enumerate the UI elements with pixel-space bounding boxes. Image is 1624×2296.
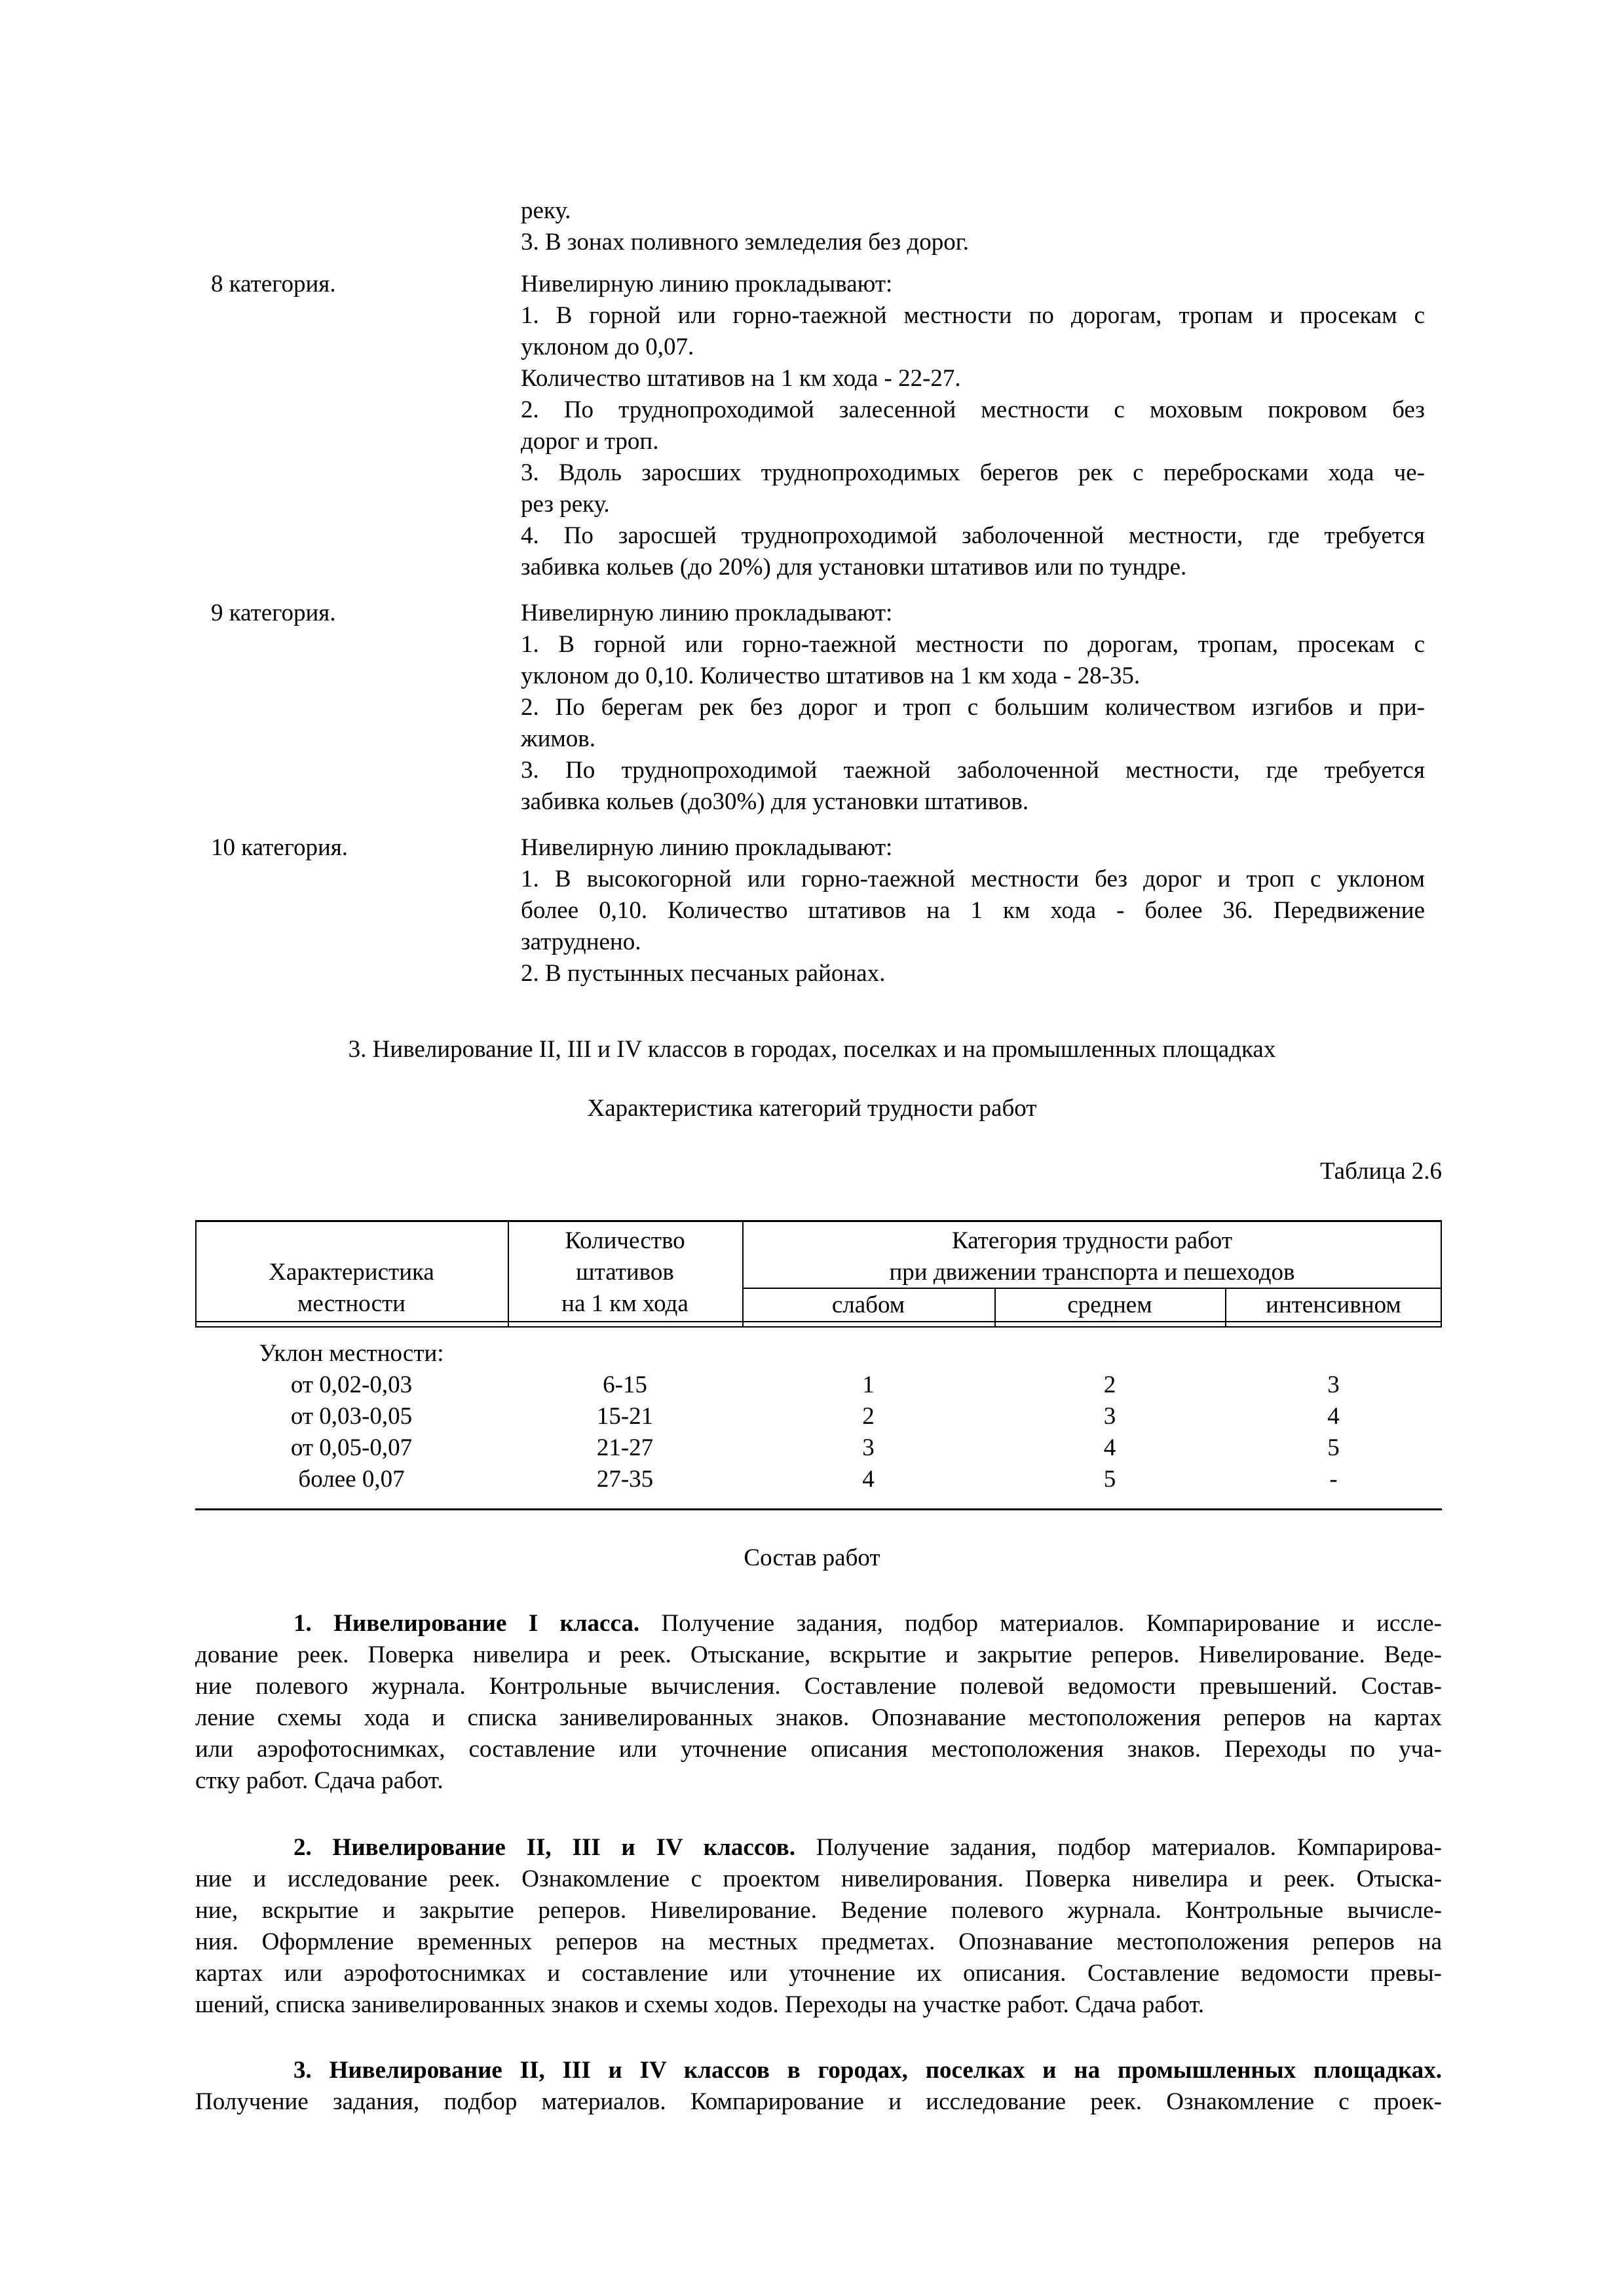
section-label: Уклон местности: [259, 1340, 444, 1367]
text-line: 2. По берегам рек без дорог и троп с большим количеством изгибов и при- [521, 694, 1425, 721]
category-description [521, 832, 1425, 989]
text-line: 3. По труднопроходимой таежной заболоченной местности, где требуется [521, 757, 1425, 784]
header-sub-low: слабом [831, 1292, 905, 1318]
header-text: Категория трудности работ [952, 1227, 1232, 1254]
cell-category: 1 [862, 1371, 875, 1398]
paragraph-text: Получение задания, подбор материалов. Компарирование и иссле- [639, 1610, 1442, 1637]
cell-slope: от 0,02-0,03 [290, 1371, 413, 1398]
header-text: на 1 км хода [561, 1290, 689, 1317]
category-label: 8 категория. [211, 271, 336, 297]
text-line: дорог и троп. [521, 428, 659, 455]
section-heading: 3. Нивелирование II, III и IV классов в городах, поселках и на промышленных площадках [348, 1036, 1276, 1063]
cell-tripods: 15-21 [596, 1403, 654, 1430]
header-sub-intensive: интенсивном [1266, 1292, 1401, 1318]
header-group-difficulty [742, 1225, 1442, 1288]
text-line: шений, списка занивелированных знаков и схемы ходов. Переходы на участке работ. Сдача работ. [195, 1991, 1205, 2018]
text-line: реку. [521, 197, 571, 224]
cell-category: 3 [862, 1434, 875, 1461]
header-text: Количество [565, 1227, 685, 1254]
text-line: 1. В горной или горно-таежной местности по дорогам, тропам, просекам с [521, 631, 1425, 658]
text-line: картах или аэрофотоснимках и составление или уточнение их описания. Составление ведомости превы- [195, 1960, 1442, 1987]
text-line: стку работ. Сдача работ. [195, 1767, 444, 1794]
text-line: 3. Вдоль заросших труднопроходимых берегов рек с перебросками хода че- [521, 459, 1425, 486]
work-paragraph [195, 2055, 1442, 2118]
cell-slope: от 0,03-0,05 [290, 1403, 413, 1430]
table-header-bottom [195, 1321, 1442, 1322]
header-sub-medium: среднем [1067, 1292, 1152, 1318]
work-paragraph [195, 1832, 1442, 2021]
table-header-bottom-double [195, 1326, 1442, 1328]
cell-category: 3 [1327, 1371, 1340, 1398]
text-line: Количество штативов на 1 км хода - 22-27. [521, 365, 961, 392]
text-line: затруднено. [521, 928, 641, 955]
works-heading: Состав работ [744, 1544, 880, 1571]
category-description [521, 269, 1425, 583]
text-line [195, 1832, 1442, 1864]
text-line: рез реку. [521, 491, 610, 518]
text-line: ние, вскрытие и закрытие реперов. Нивелирование. Ведение полевого журнала. Контрольные вычисле- [195, 1897, 1442, 1924]
cell-category: - [1329, 1466, 1338, 1493]
category-label: 10 категория. [211, 834, 349, 861]
text-line: ния. Оформление временных реперов на местных предметах. Опознавание местоположения реперов на [195, 1928, 1442, 1955]
cell-category: 3 [1103, 1403, 1116, 1430]
cell-category: 4 [1103, 1434, 1116, 1461]
table-border-bottom [195, 1508, 1442, 1510]
text-line: жимов. [521, 725, 595, 752]
text-line: более 0,10. Количество штативов на 1 км хода - более 36. Передвижение [521, 897, 1425, 924]
text-line: уклоном до 0,07. [521, 334, 694, 360]
cell-category: 5 [1327, 1434, 1340, 1461]
cell-tripods: 6-15 [603, 1371, 647, 1398]
text-line: ление схемы хода и списка занивелированных знаков. Опознавание местоположения реперов на картах [195, 1704, 1442, 1731]
cell-tripods: 21-27 [596, 1434, 654, 1461]
paragraph-text: Получение задания, подбор материалов. Компарирова- [795, 1834, 1442, 1861]
cell-category: 4 [1327, 1403, 1340, 1430]
continuation-block [521, 195, 1425, 258]
text-line: забивка кольев (до 20%) для установки штативов или по тундре. [521, 554, 1187, 581]
paragraph-bold-title: 3. Нивелирование II, III и IV классов в городах, поселках и на промышленных площадках. [293, 2057, 1442, 2084]
text-line: 4. По заросшей труднопроходимой заболоченной местности, где требуется [521, 522, 1425, 549]
cell-slope: от 0,05-0,07 [290, 1434, 413, 1461]
table-title: Характеристика категорий трудности работ [587, 1095, 1037, 1122]
header-text: штативов [576, 1259, 674, 1286]
table-border-top [195, 1220, 1442, 1222]
category-label: 9 категория. [211, 600, 336, 626]
header-text: при движении транспорта и пешеходов [889, 1259, 1295, 1286]
cell-category: 5 [1103, 1466, 1116, 1493]
text-line: уклоном до 0,10. Количество штативов на 1 км хода - 28-35. [521, 662, 1141, 689]
text-line: Нивелирную линию прокладывают: [521, 600, 893, 626]
cell-category: 2 [1103, 1371, 1116, 1398]
header-col-terrain [195, 1257, 508, 1320]
text-line: 3. В зонах поливного земледелия без дорог. [521, 229, 969, 256]
category-description [521, 598, 1425, 818]
work-paragraph [195, 1608, 1442, 1797]
text-line: забивка кольев (до30%) для установки штативов. [521, 788, 1029, 815]
cell-slope: более 0,07 [298, 1466, 405, 1493]
table-number: Таблица 2.6 [1320, 1158, 1442, 1185]
text-line [195, 1608, 1442, 1639]
text-line: Получение задания, подбор материалов. Компарирование и исследование реек. Ознакомление с проек- [195, 2088, 1442, 2115]
paragraph-bold-title: 1. Нивелирование I класса. [293, 1610, 640, 1637]
text-line: ние полевого журнала. Контрольные вычисления. Составление полевой ведомости превышений. Состав- [195, 1673, 1442, 1700]
cell-category: 4 [862, 1466, 875, 1493]
cell-tripods: 27-35 [596, 1466, 654, 1493]
text-line [195, 2055, 1442, 2086]
header-text: местности [297, 1290, 406, 1317]
text-line: ние и исследование реек. Ознакомление с проектом нивелирования. Поверка нивелира и реек. Отыска- [195, 1866, 1442, 1892]
header-text: Характеристика [269, 1259, 434, 1286]
text-line: 1. В высокогорной или горно-таежной местности без дорог и троп с уклоном [521, 866, 1425, 892]
text-line: Нивелирную линию прокладывают: [521, 834, 893, 861]
text-line: Нивелирную линию прокладывают: [521, 271, 893, 297]
cell-category: 2 [862, 1403, 875, 1430]
text-line: 2. По труднопроходимой залесенной местности с моховым покровом без [521, 396, 1425, 423]
text-line: 1. В горной или горно-таежной местности по дорогам, тропам и просекам с [521, 302, 1425, 329]
text-line: дование реек. Поверка нивелира и реек. Отыскание, вскрытие и закрытие реперов. Нивелирование. Веде- [195, 1641, 1442, 1668]
text-line: или аэрофотоснимках, составление или уточнение описания местоположения знаков. Переходы по уча- [195, 1736, 1442, 1763]
text-line: 2. В пустынных песчаных районах. [521, 960, 886, 987]
paragraph-bold-title: 2. Нивелирование II, III и IV классов. [293, 1834, 796, 1861]
header-col-tripods [508, 1225, 742, 1320]
